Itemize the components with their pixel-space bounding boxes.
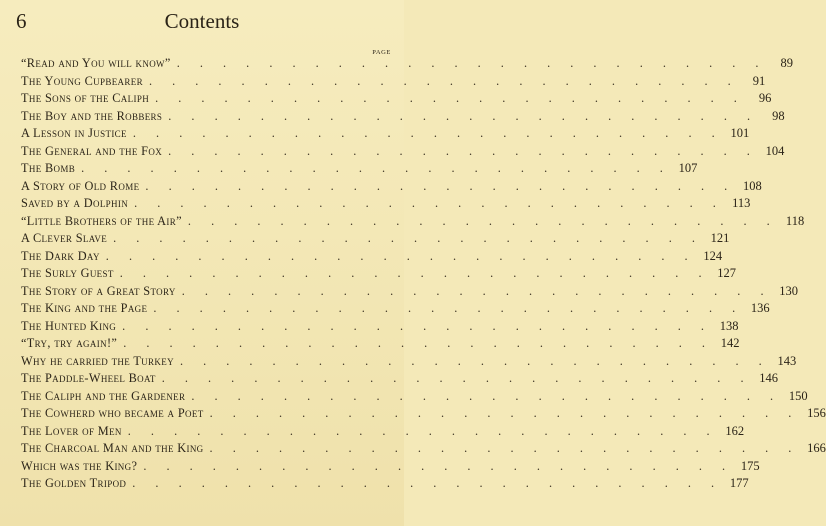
toc-entry [21,108,785,126]
toc-entry [21,370,779,388]
toc-entry-title: The Lover of Men [21,423,122,438]
toc-entry-page: 146 [759,371,779,385]
toc-leader-dots: . . . . . . . . . . . . . . . . . . . . . . . . . . [145,178,736,193]
toc-entry [21,318,739,336]
toc-entry [21,213,805,231]
toc-entry-page: 150 [788,388,808,403]
toc-leader-dots: . . . . . . . . . . . . . . . . . . . . . . . . . . [81,161,672,175]
toc-entry-page: 138 [719,318,739,333]
toc-entry [21,300,770,318]
toc-entry-title: Saved by a Dolphin [21,196,129,210]
toc-leader-dots: . . . . . . . . . . . . . . . . . . . . . . . . . . [155,91,746,105]
toc-entry-page: 124 [703,248,723,263]
toc-entry-title: A Clever Slave [21,231,108,245]
toc-entry-page: 177 [729,476,749,490]
toc-entry-title: The General and the Fox [21,143,163,158]
toc-entry [21,55,794,73]
toc-entry-page: 118 [785,213,805,228]
toc-leader-dots: . . . . . . . . . . . . . . . . . . . . . . . . . . [209,406,800,420]
toc-entry-page: 162 [725,423,745,438]
toc-entry-title: The Sons of the Caliph [21,91,150,105]
toc-entry-page: 101 [730,126,750,140]
toc-entry-page: 98 [772,108,785,123]
toc-entry-title: Why he carried the Turkey [21,353,174,368]
toc-leader-dots: . . . . . . . . . . . . . . . . . . . . . . . . . . [209,441,800,455]
toc-entry-page: 113 [732,196,751,210]
toc-entry-page: 108 [742,178,762,193]
toc-entry-title: The Dark Day [21,248,100,263]
toc-leader-dots: . . . . . . . . . . . . . . . . . . . . . . . . . . [127,423,719,438]
toc-entry [21,125,750,143]
toc-entry-title: “Try, try again!” [21,336,118,350]
toc-entry-title: The Paddle-Wheel Boat [21,371,156,385]
page-number: 6 [16,9,27,33]
toc-leader-dots: . . . . . . . . . . . . . . . . . . . . . . . . . . [113,231,704,245]
toc-entry-page: 156 [807,406,826,420]
toc-leader-dots: . . . . . . . . . . . . . . . . . . . . . . . . . . [105,248,697,263]
toc-entry-title: The Charcoal Man and the King [21,441,204,455]
toc-entry-title: A Lesson in Justice [21,126,127,140]
toc-entry-title: A Story of Old Rome [21,178,140,193]
toc-entry [21,475,749,493]
toc-entry [21,335,740,353]
toc-entry-page: 107 [678,161,698,175]
toc-leader-dots: . . . . . . . . . . . . . . . . . . . . . . . . . . [134,196,725,210]
page-column-label: PAGE [372,49,391,56]
toc-leader-dots: . . . . . . . . . . . . . . . . . . . . . . . . . . [119,266,711,280]
toc-entry-title: “Read and You will know” [21,56,171,70]
toc-leader-dots: . . . . . . . . . . . . . . . . . . . . . . . . . . [143,458,734,473]
toc-entry [21,248,723,266]
toc-entry-page: 130 [779,283,799,298]
toc-leader-dots: . . . . . . . . . . . . . . . . . . . . . . . . . . [153,301,744,315]
toc-entry [21,440,826,458]
toc-entry-page: 121 [710,231,730,245]
toc-entry-page: 89 [780,56,794,70]
toc-entry-title: The King and the Page [21,301,148,315]
toc-entry-title: The Young Cupbearer [21,73,143,88]
toc-leader-dots: . . . . . . . . . . . . . . . . . . . . . . . . . . [148,73,740,88]
toc-entry [21,90,772,108]
toc-leader-dots: . . . . . . . . . . . . . . . . . . . . . . . . . . [168,108,759,123]
toc-entry-page: 136 [750,301,770,315]
toc-leader-dots: . . . . . . . . . . . . . . . . . . . . . . . . . . [122,318,713,333]
toc-leader-dots: . . . . . . . . . . . . . . . . . . . . . . . . . . [181,283,773,298]
toc-entry [21,73,766,91]
toc-leader-dots: . . . . . . . . . . . . . . . . . . . . . . . . . . [191,388,782,403]
toc-entry [21,353,797,371]
toc-leader-dots: . . . . . . . . . . . . . . . . . . . . . . . . . . [179,353,771,368]
toc-entry [21,423,745,441]
toc-entry-title: The Cowherd who became a Poet [21,406,204,420]
toc-entry-title: “Little Brothers of the Air” [21,213,182,228]
toc-entry [21,283,799,301]
toc-entry-title: The Hunted King [21,318,117,333]
toc-leader-dots: . . . . . . . . . . . . . . . . . . . . . . . . . . [123,336,714,350]
toc-entry-title: The Golden Tripod [21,476,127,490]
toc-leader-dots: . . . . . . . . . . . . . . . . . . . . . . . . . . [176,56,768,70]
toc-entry-title: The Bomb [21,161,76,175]
toc-entry-title: The Surly Guest [21,266,114,280]
toc-entry-title: Which was the King? [21,458,138,473]
toc-leader-dots: . . . . . . . . . . . . . . . . . . . . . . . . . . [187,213,779,228]
toc-entry [21,405,826,423]
toc-entry-page: 96 [758,91,772,105]
toc-entry-title: The Story of a Great Story [21,283,176,298]
toc-entry-page: 142 [720,336,740,350]
toc-entry [21,143,785,161]
toc-leader-dots: . . . . . . . . . . . . . . . . . . . . . . . . . . [132,126,724,140]
toc-entry [21,458,760,476]
toc-entry-page: 166 [807,441,826,455]
toc-entry-title: The Boy and the Robbers [21,108,163,123]
toc-entry-page: 127 [717,266,737,280]
toc-entry [21,178,762,196]
toc-leader-dots: . . . . . . . . . . . . . . . . . . . . . . . . . . [168,143,759,158]
toc-leader-dots: . . . . . . . . . . . . . . . . . . . . . . . . . . [161,371,753,385]
toc-entry [21,230,730,248]
toc-entry-page: 175 [740,458,760,473]
toc-entry [21,265,737,283]
page-title: Contents [164,9,240,33]
toc-entry [21,195,751,213]
toc-entry [21,388,808,406]
toc-entry-page: 143 [777,353,797,368]
toc-entry-page: 104 [765,143,785,158]
toc-leader-dots: . . . . . . . . . . . . . . . . . . . . . . . . . . [132,476,723,490]
toc-entry-title: The Caliph and the Gardener [21,388,186,403]
table-of-contents [21,55,826,493]
toc-entry [21,160,698,178]
toc-entry-page: 91 [752,73,766,88]
